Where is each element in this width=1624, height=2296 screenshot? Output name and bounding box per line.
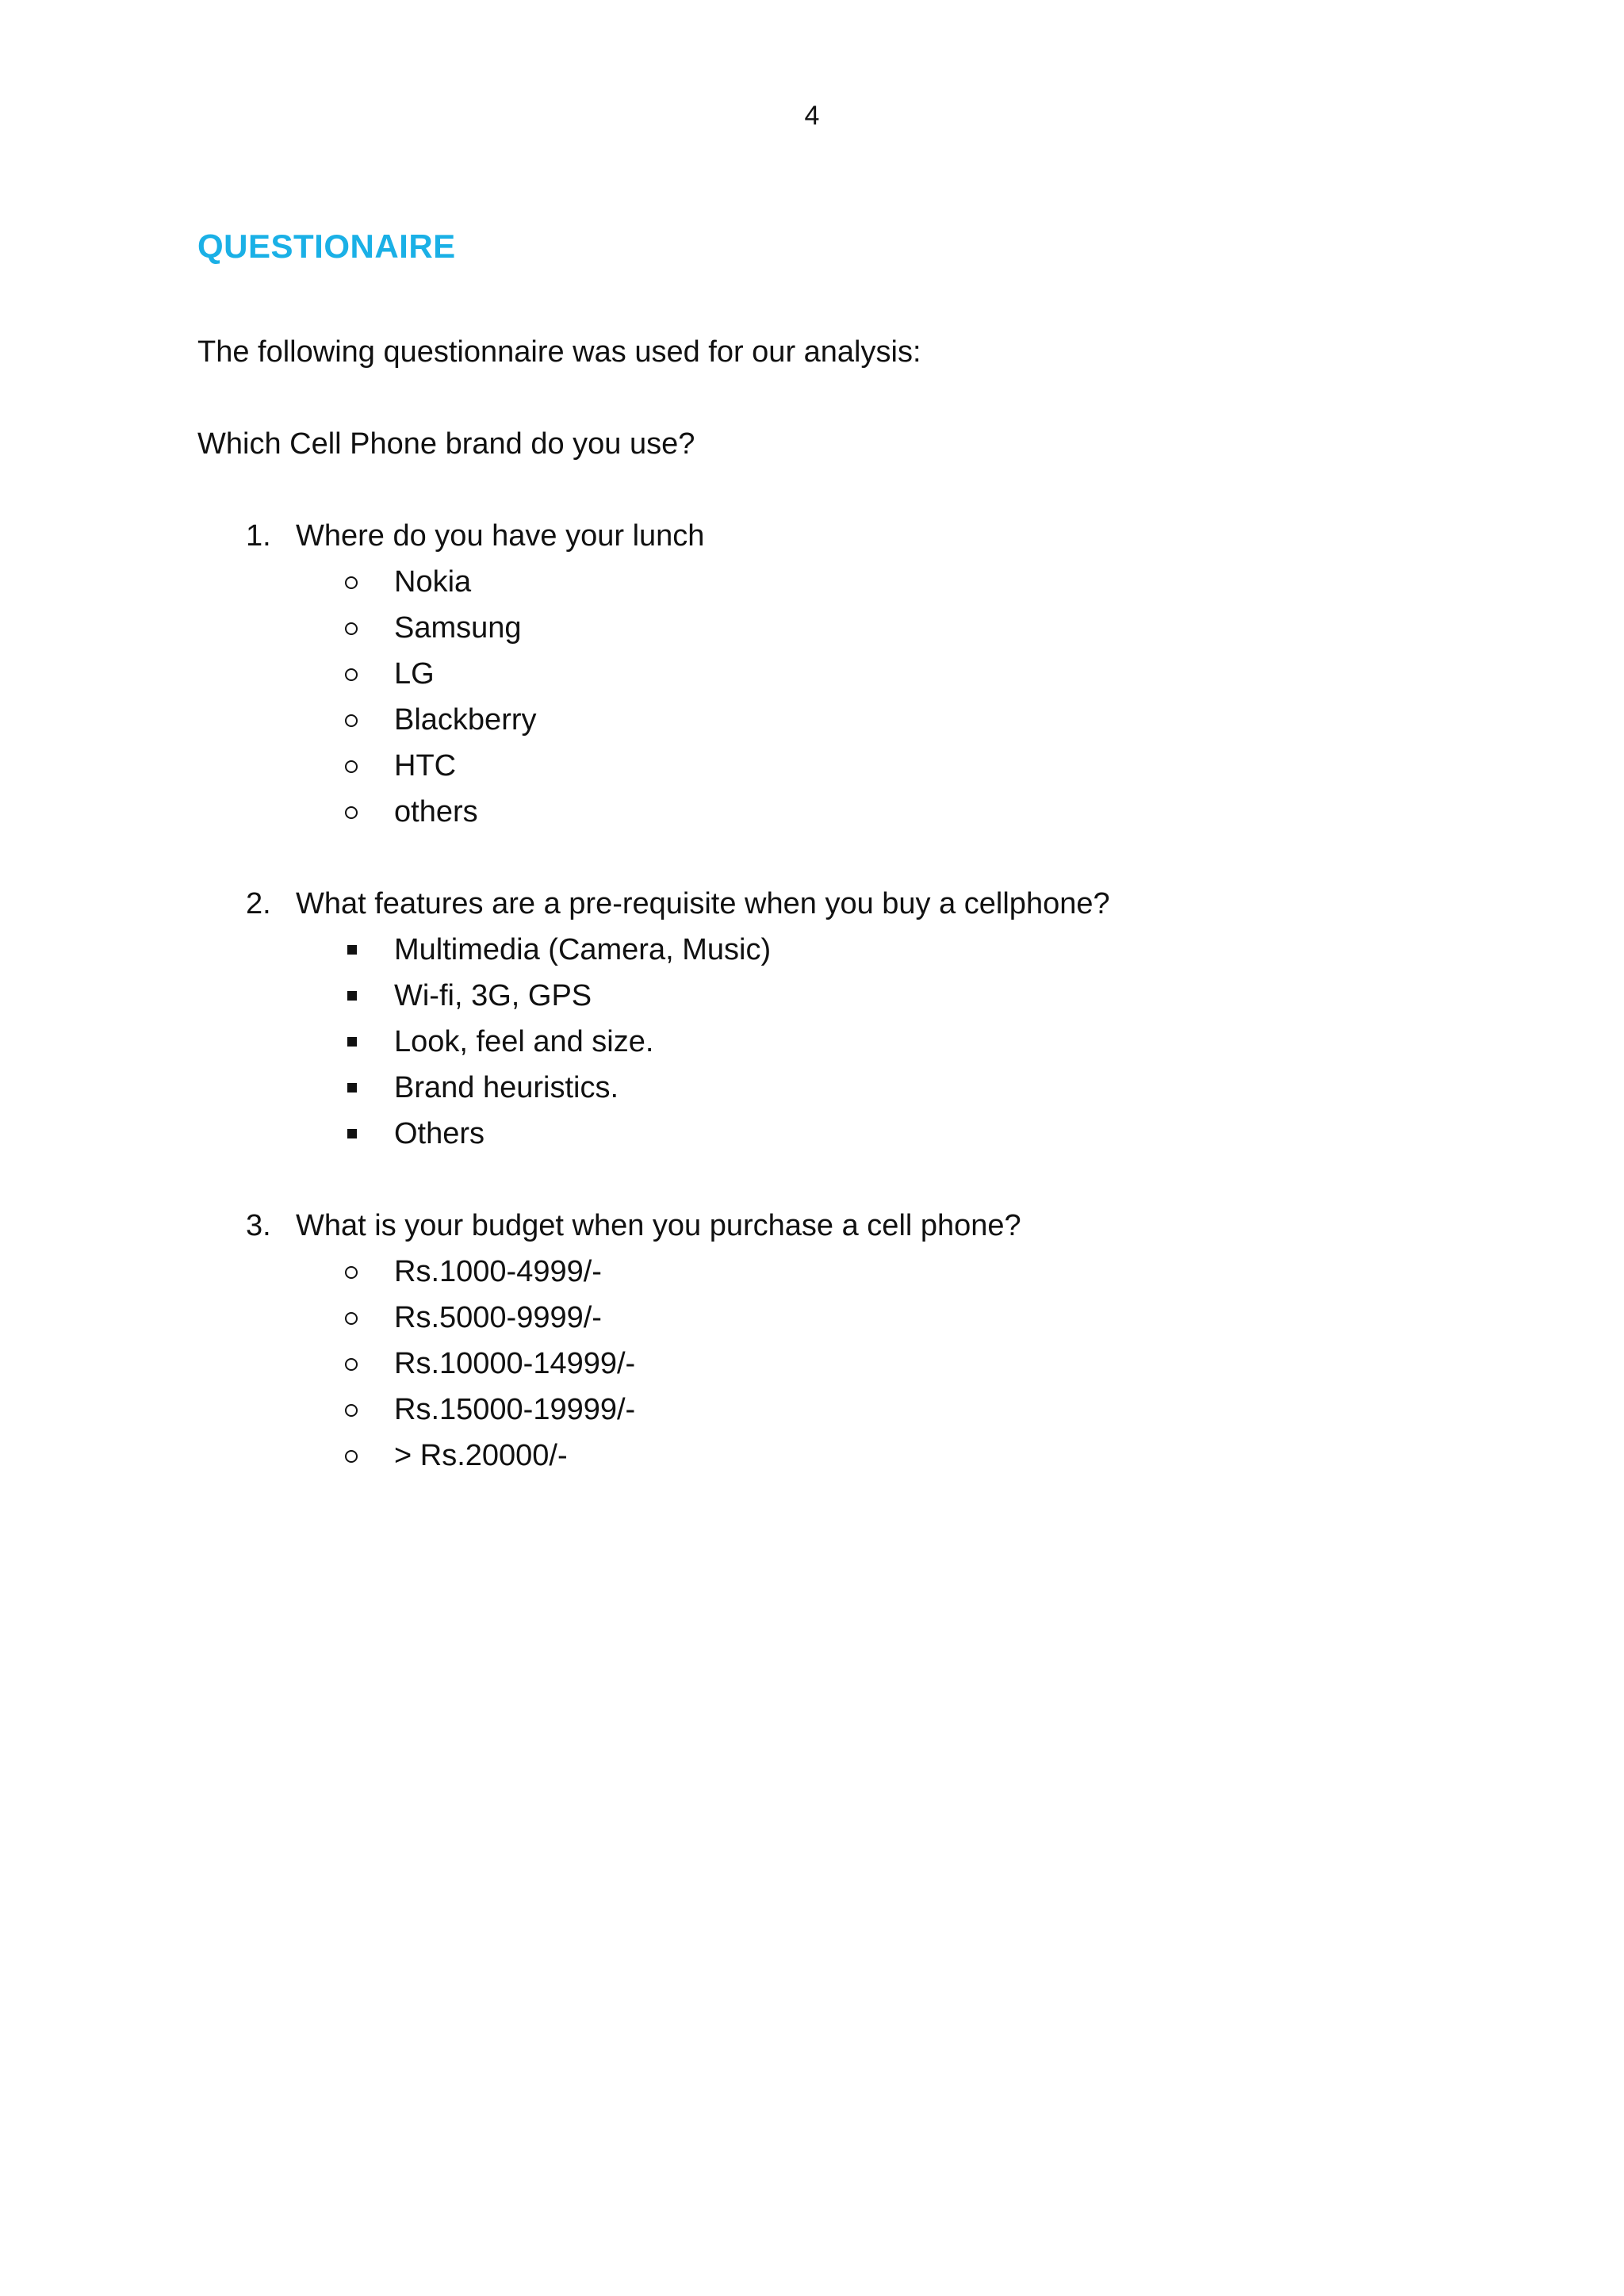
option-item — [0, 932, 1624, 968]
square-icon — [347, 1083, 357, 1093]
option-item — [0, 1115, 1624, 1152]
option-item — [0, 978, 1624, 1014]
square-icon — [347, 1129, 357, 1138]
option-label: Blackberry — [394, 703, 537, 737]
option-item — [0, 610, 1624, 646]
circle-icon — [345, 576, 358, 589]
question-line — [0, 886, 1624, 922]
circle-icon — [345, 1266, 358, 1279]
question-text: What features are a pre-requisite when you buy a cellphone? — [296, 887, 1110, 920]
circle-icon — [345, 1450, 358, 1463]
square-icon — [347, 1037, 357, 1047]
option-item — [0, 1299, 1624, 1336]
circle-icon — [345, 806, 358, 819]
circle-icon — [345, 1312, 358, 1325]
question-line — [0, 1207, 1624, 1244]
question-number: 2. — [246, 887, 271, 920]
option-item — [0, 794, 1624, 830]
option-item — [0, 1070, 1624, 1106]
option-item — [0, 702, 1624, 738]
option-item — [0, 1024, 1624, 1060]
option-label: > Rs.20000/- — [394, 1439, 568, 1472]
option-item — [0, 1391, 1624, 1428]
option-label: Brand heuristics. — [394, 1071, 619, 1104]
question-number: 1. — [246, 519, 271, 553]
circle-icon — [345, 622, 358, 635]
option-item — [0, 1253, 1624, 1290]
option-label: Nokia — [394, 565, 472, 599]
square-icon — [347, 945, 357, 955]
circle-icon — [345, 760, 358, 773]
page-number: 4 — [804, 101, 820, 131]
option-item — [0, 1345, 1624, 1382]
section-heading: QUESTIONAIRE — [197, 228, 456, 265]
option-label: Multimedia (Camera, Music) — [394, 933, 772, 966]
option-label: HTC — [394, 749, 457, 783]
option-label: Wi-fi, 3G, GPS — [394, 979, 592, 1012]
circle-icon — [345, 668, 358, 681]
intro-paragraph: The following questionnaire was used for our analysis: — [197, 335, 921, 369]
option-label: Look, feel and size. — [394, 1025, 654, 1058]
circle-icon — [345, 1358, 358, 1371]
option-label: Rs.5000-9999/- — [394, 1301, 602, 1334]
option-label: Rs.10000-14999/- — [394, 1347, 636, 1380]
option-label: LG — [394, 657, 435, 691]
option-label: Rs.1000-4999/- — [394, 1255, 602, 1288]
question-text: Where do you have your lunch — [296, 519, 705, 553]
option-item — [0, 564, 1624, 600]
lead-question: Which Cell Phone brand do you use? — [197, 427, 695, 461]
circle-icon — [345, 1404, 358, 1417]
question-text: What is your budget when you purchase a cell phone? — [296, 1209, 1021, 1242]
option-label: Samsung — [394, 611, 522, 645]
option-item — [0, 748, 1624, 784]
circle-icon — [345, 714, 358, 727]
square-icon — [347, 991, 357, 1001]
option-item — [0, 1437, 1624, 1474]
question-line — [0, 518, 1624, 554]
option-label: Rs.15000-19999/- — [394, 1393, 636, 1426]
option-label: others — [394, 795, 478, 828]
option-item — [0, 656, 1624, 692]
question-number: 3. — [246, 1209, 271, 1242]
option-label: Others — [394, 1117, 485, 1150]
